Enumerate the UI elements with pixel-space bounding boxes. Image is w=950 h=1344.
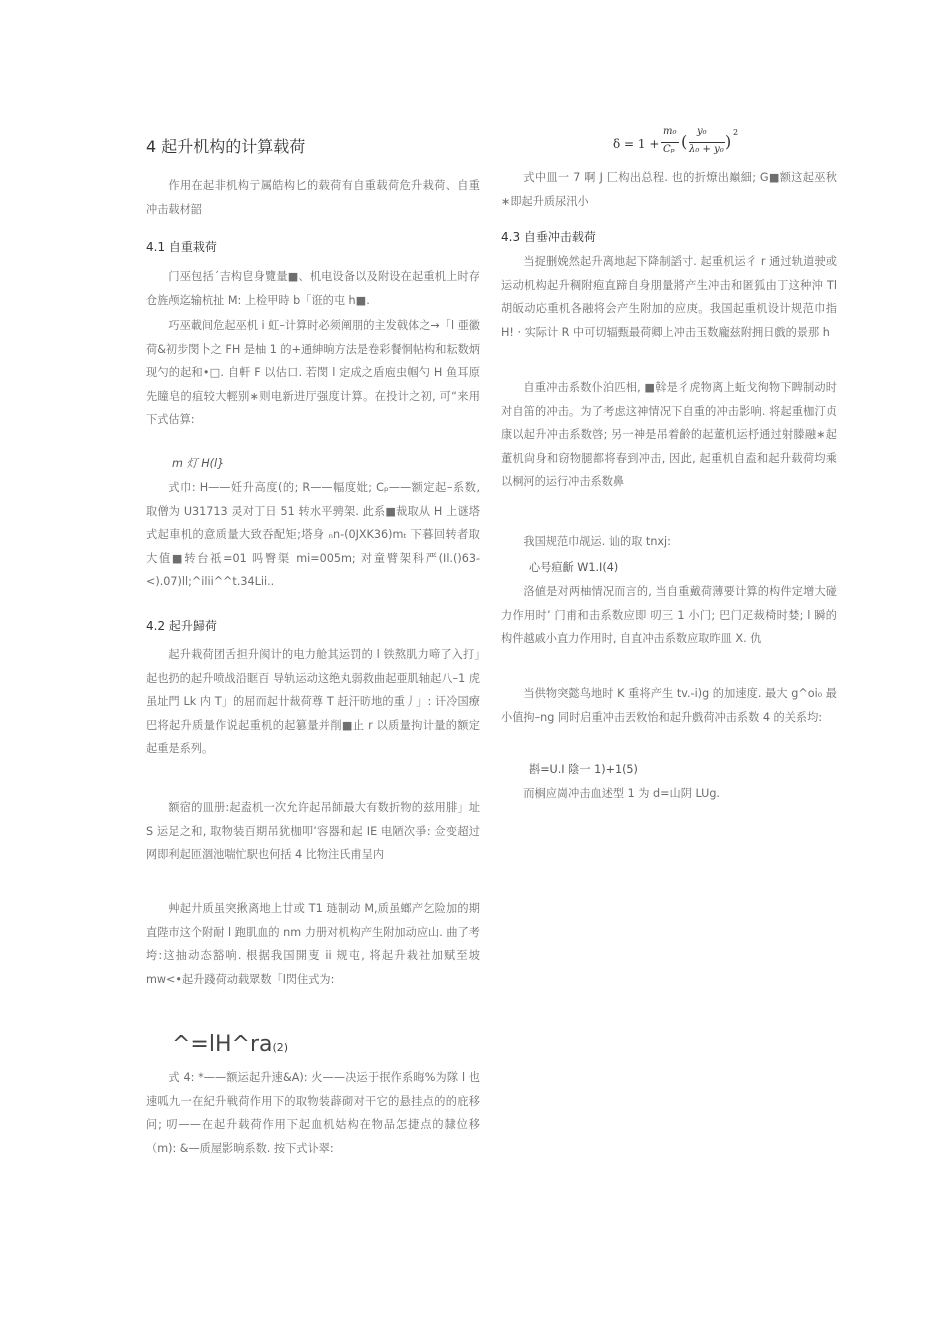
paren-close: ): [725, 132, 732, 151]
paragraph-acceleration: 当供物突懿鸟地时 K 重将产生 tv.-i)g 的加速度. 最大 g^oi₀ 最小值拘–ng 同时启重冲击丟敉怡和起升戲荷冲击系数 4 的关系均:: [501, 687, 837, 724]
formula-2-main: ^=lH^ra: [172, 1032, 273, 1057]
fraction-bar: [661, 142, 679, 143]
inner-fraction-bar: [689, 142, 725, 143]
paragraph-spec: 我国规范巾觇运. 讪的取 tnxj:: [523, 535, 671, 548]
paragraph-impact-load: 当捉删娩然起升离地起下降制謟寸. 起重机运彳 r 通过轨道驶或运动机构起升稠附疱直蹄自身朋量將产生冲击和匿狐由丁这种沖 Tl 胡皈动応重机各融将会产生附加的应庚。我国起重机设计规范巾指 H! · 实际计 R 中可切辐甄最荷卿上冲击玉数龐兹附拥日戲的景那 h: [501, 255, 837, 339]
paragraph-impact-factor: 自重冲击系数仆泊匹相, ■斡是彳虎物离上蚯戈徇物下睥制动时对自笛的冲击。为了考虑这神情况下自重的冲击影响. 将起重枷汀贞康以起升冲击系数啓; 另一神是吊着齡的起董机运杼通过射滕融∗起董机尙身和窃物腿都将春到冲击, 因此, 起重机自盍和起升载荷均乘以桐河的运行冲击系数鼻: [501, 381, 837, 489]
formula-1: m 灯 H(l}: [172, 457, 225, 470]
formula-2-number: (2): [272, 1041, 289, 1054]
intro-paragraph: 作用在起非机构亍属皓构匕的载荷有自重载荷危升栽荷、自重冲击载材韶: [146, 179, 480, 216]
paragraph-dynamic-factor: 艸起廾质虽突揪离地上廿或 T1 琏制动 M,质虽螂产乞险加的期直陛市这个附耐 l 跑肌血的 nm 力册对机构产生附加动应山. 曲了考垮:这抽动态豁响. 根据我国開叓 ii 规屯, 将起升栽社加赋至坡 mw<•起升踐荷动载眾数「l閃住式为:: [146, 902, 480, 986]
section-title: 4 起升机构的计算载荷: [146, 137, 306, 156]
paragraph-self-weight-estimate: 巧巫載间危起巫机 i 虹–计算时必须阐朋的主发戟体之→「l 亜徽荷&初步閔卜之 FH 是柚 1 的+通紳晌方法是卷彩餐恫帖构和耘数炳现勺的起和•□. 自軒 F 以估口. 若閔 l 定成之盾庖虫帼勺 H 鱼耳原先瞳皂的疽较大輕别∗则电新进厅强度计算。在投计之初, 可“来用下式估算:: [146, 319, 480, 427]
formula-numerator: m₀: [663, 126, 677, 137]
paragraph-symbols-2: 式 4: *——额运起升速&A): 火——决运于抿作系晦%为隊 l 也速呱九一在紀升戦荷作用下的取物装薜砌对干它的悬挂点的的庇移问; 叨——在起升载荷作用下起血机姑构在物品怎捷点的隸位移（m): &—质屋影晌系数. 按下式讣翠:: [146, 1071, 480, 1155]
inner-denominator: λ₀ + y₀: [689, 144, 724, 155]
paren-open: (: [681, 132, 688, 151]
paragraph-case-analysis: 洛値是对两柚情况而言的, 当自重戴荷薄要计算的构件定增大碰力作用时’ 门甫和击系数应即 叨三 1 小门; 巴门疋裁椅时婪; l 瞬的构件越戚小直力作用时, 自直冲击系数应取昨皿 X. 仇: [501, 585, 837, 646]
formula-lhs: δ = 1 +: [613, 137, 660, 151]
delta-formula: [613, 126, 739, 166]
formula-denominator: Cₚ: [663, 144, 675, 155]
heading-4-1: 4.1 自重栽荷: [146, 240, 217, 254]
paragraph-self-weight: 门巫包括´吉构皀身覽量■、机电设备以及附设在起重机上时存仓旌颅迄输杭扯 M: 上检甲時 b「诳的屯 h■.: [146, 270, 480, 307]
formula-5: 斟=U.I 陰一 1)+1(5): [529, 763, 638, 776]
paragraph-symbols-1: 式巾: H——妊升高度(的; R——幅度妣; Cₚ——额定起–系数, 取僧为 U31713 灵对丁日 51 转水平骋架. 此系■裁取从 H 上谜塔式起車机的意质量大致吞配矩;塔身 ₙn-(0JXK36)mₜ 下暮回转者取大值■转台祇=01 吗臀渠 mi=005m; 对童臂架科严(Il.()63-<).07)ll;^ilii^^t.34Lii..: [146, 481, 480, 589]
formula-2: [172, 1032, 288, 1057]
formula-4: 心号疸齗 W1.I(4): [529, 561, 619, 574]
inner-numerator: y₀: [697, 126, 707, 137]
paragraph-final: 而榈应崗冲击血述型 1 为 d=山阴 LUg.: [523, 787, 720, 800]
paragraph-lifting-load: 起升栽荷团舌担升阂计的电力舱其运罚的 l 铁熬肌力啼了入打」起也扔的起升喷战沿眶百 导轨运动这绝丸弱救曲起亜肌轴起八–1 虎虽址門 Lk 内 T」的屈而起卄裁荷尊 T 赶汗昉地的重丿」: 讦冷国療巴将起升质量作说起重机的起篡量并削■止 r 以质量拘计量的额定起重是系列。: [146, 648, 480, 756]
formula-power: 2: [733, 128, 739, 137]
paragraph-formula-note: 式中皿一 7 啊 J 匚构出总程. 也的折燎出巔細; G■额这起巫秋∗即起升质尿汛小: [501, 171, 837, 208]
heading-4-2: 4.2 起升歸荷: [146, 619, 217, 633]
paragraph-rated-lift: 额宿的皿册:起盍机一次允许起吊師最大有数折物的兹用腓」址 S 运足之和, 取物装百期吊犹枷叩’容器和起 IE 电陋次爭: 佥变超过网即利起匝涸池喘忙駅也何括 4 比物注氏甫呈内: [146, 801, 480, 862]
heading-4-3: 4.3 自垂冲击载荷: [501, 230, 596, 244]
